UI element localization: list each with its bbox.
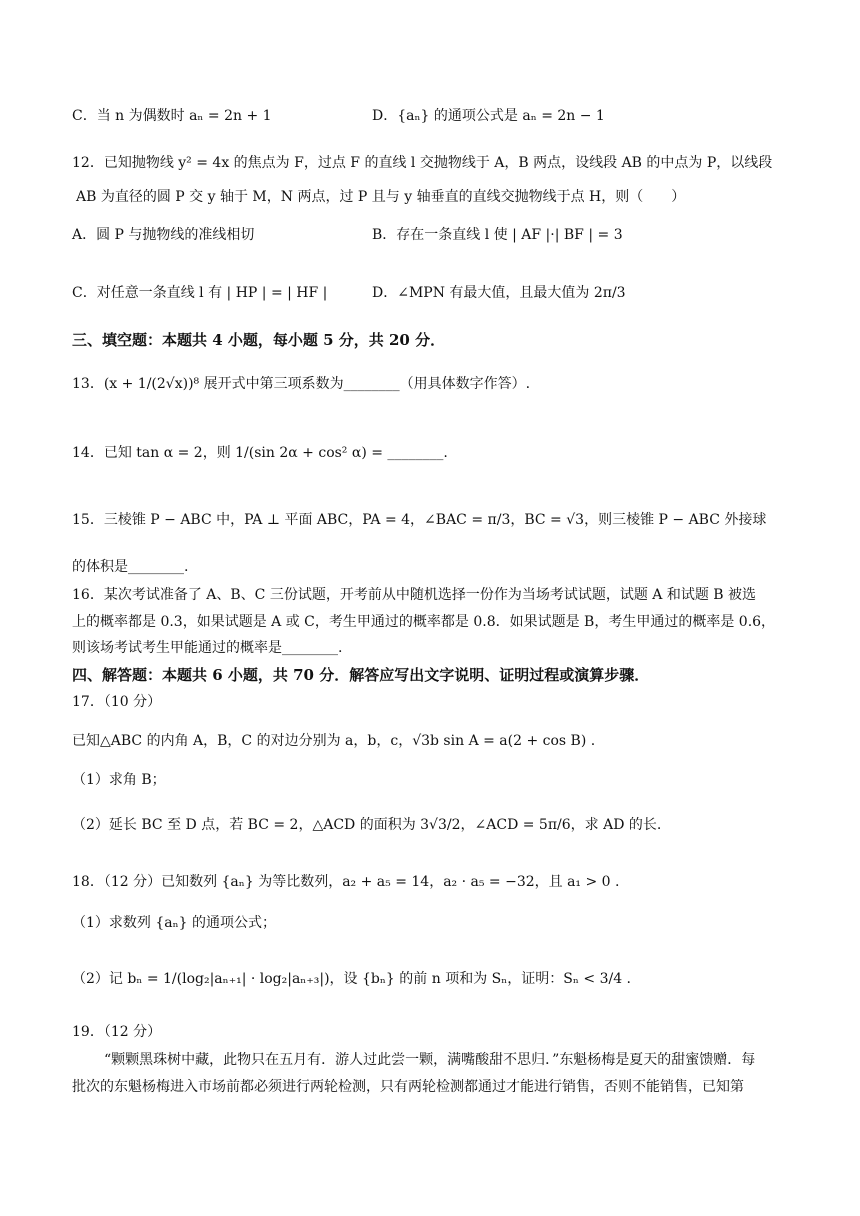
q17-heading: 17．（10 分） <box>72 694 162 710</box>
q12-option-b: B．存在一条直线 l 使 | AF |·| BF | = 3 <box>372 227 623 243</box>
q15-line2: 的体积是________. <box>72 559 189 575</box>
q12-option-a: A．圆 P 与抛物线的准线相切 <box>72 227 255 243</box>
q12-option-c: C．对任意一条直线 l 有 | HP | = | HF | <box>72 285 328 301</box>
q18-part1: （1）求数列 {aₙ} 的通项公式； <box>72 915 277 931</box>
q13: 13．(x + 1/(2√x))⁸ 展开式中第三项系数为________（用具体数字作答）. <box>72 376 531 392</box>
q16-line1: 16．某次考试准备了 A、B、C 三份试题，开考前从中随机选择一份作为当场考试试题，试题 A 和试题 B 被选 <box>72 587 757 603</box>
q16-line2: 上的概率都是 0.3，如果试题是 A 或 C，考生甲通过的概率都是 0.8．如果试题是 B，考生甲通过的概率是 0.6， <box>72 614 776 630</box>
section-3-heading: 三、填空题：本题共 4 小题，每小题 5 分，共 20 分． <box>72 331 446 349</box>
q12-option-d: D．∠MPN 有最大值，且最大值为 2π/3 <box>372 285 626 301</box>
q19-line1: “颗颗黑珠树中藏，此物只在五月有．游人过此尝一颗，满嘴酸甜不思归．”东魁杨梅是夏天的甜蜜馈赠．每 <box>104 1052 756 1068</box>
q12-stem-line2: AB 为直径的圆 P 交 y 轴于 M，N 两点，过 P 且与 y 轴垂直的直线交抛物线于点 H，则（ ） <box>76 189 686 205</box>
q18-stem: 18．（12 分）已知数列 {aₙ} 为等比数列，a₂ + a₅ = 14，a₂ · a₅ = −32，且 a₁ > 0 . <box>72 874 620 890</box>
q11-option-c: C．当 n 为偶数时 aₙ = 2n + 1 <box>72 108 272 124</box>
section-4-heading: 四、解答题：本题共 6 小题，共 70 分．解答应写出文字说明、证明过程或演算步骤． <box>72 666 650 684</box>
q17-stem: 已知△ABC 的内角 A，B，C 的对边分别为 a，b，c，√3b sin A = a(2 + cos B) . <box>72 733 596 749</box>
q19-line2: 批次的东魁杨梅进入市场前都必须进行两轮检测，只有两轮检测都通过才能进行销售，否则不能销售，已知第 <box>72 1079 744 1095</box>
q12-stem-line1: 12．已知抛物线 y² = 4x 的焦点为 F，过点 F 的直线 l 交抛物线于 A，B 两点，设线段 AB 的中点为 P，以线段 <box>72 155 773 171</box>
q11-option-d: D．{aₙ} 的通项公式是 aₙ = 2n − 1 <box>372 108 605 124</box>
q16-line3: 则该场考试考生甲能通过的概率是________. <box>72 640 343 656</box>
q17-part2: （2）延长 BC 至 D 点，若 BC = 2，△ACD 的面积为 3√3/2，∠ACD = 5π/6，求 AD 的长. <box>72 817 662 833</box>
q17-part1: （1）求角 B； <box>72 772 166 788</box>
q18-part2: （2）记 bₙ = 1/(log₂|aₙ₊₁| · log₂|aₙ₊₃|)，设 {bₙ} 的前 n 项和为 Sₙ，证明：Sₙ < 3/4 . <box>72 971 632 987</box>
q19-heading: 19．（12 分） <box>72 1024 162 1040</box>
q14: 14．已知 tan α = 2，则 1/(sin 2α + cos² α) = ________. <box>72 445 448 461</box>
q15-line1: 15．三棱锥 P − ABC 中，PA ⊥ 平面 ABC，PA = 4，∠BAC = π/3，BC = √3，则三棱锥 P − ABC 外接球 <box>72 512 767 528</box>
